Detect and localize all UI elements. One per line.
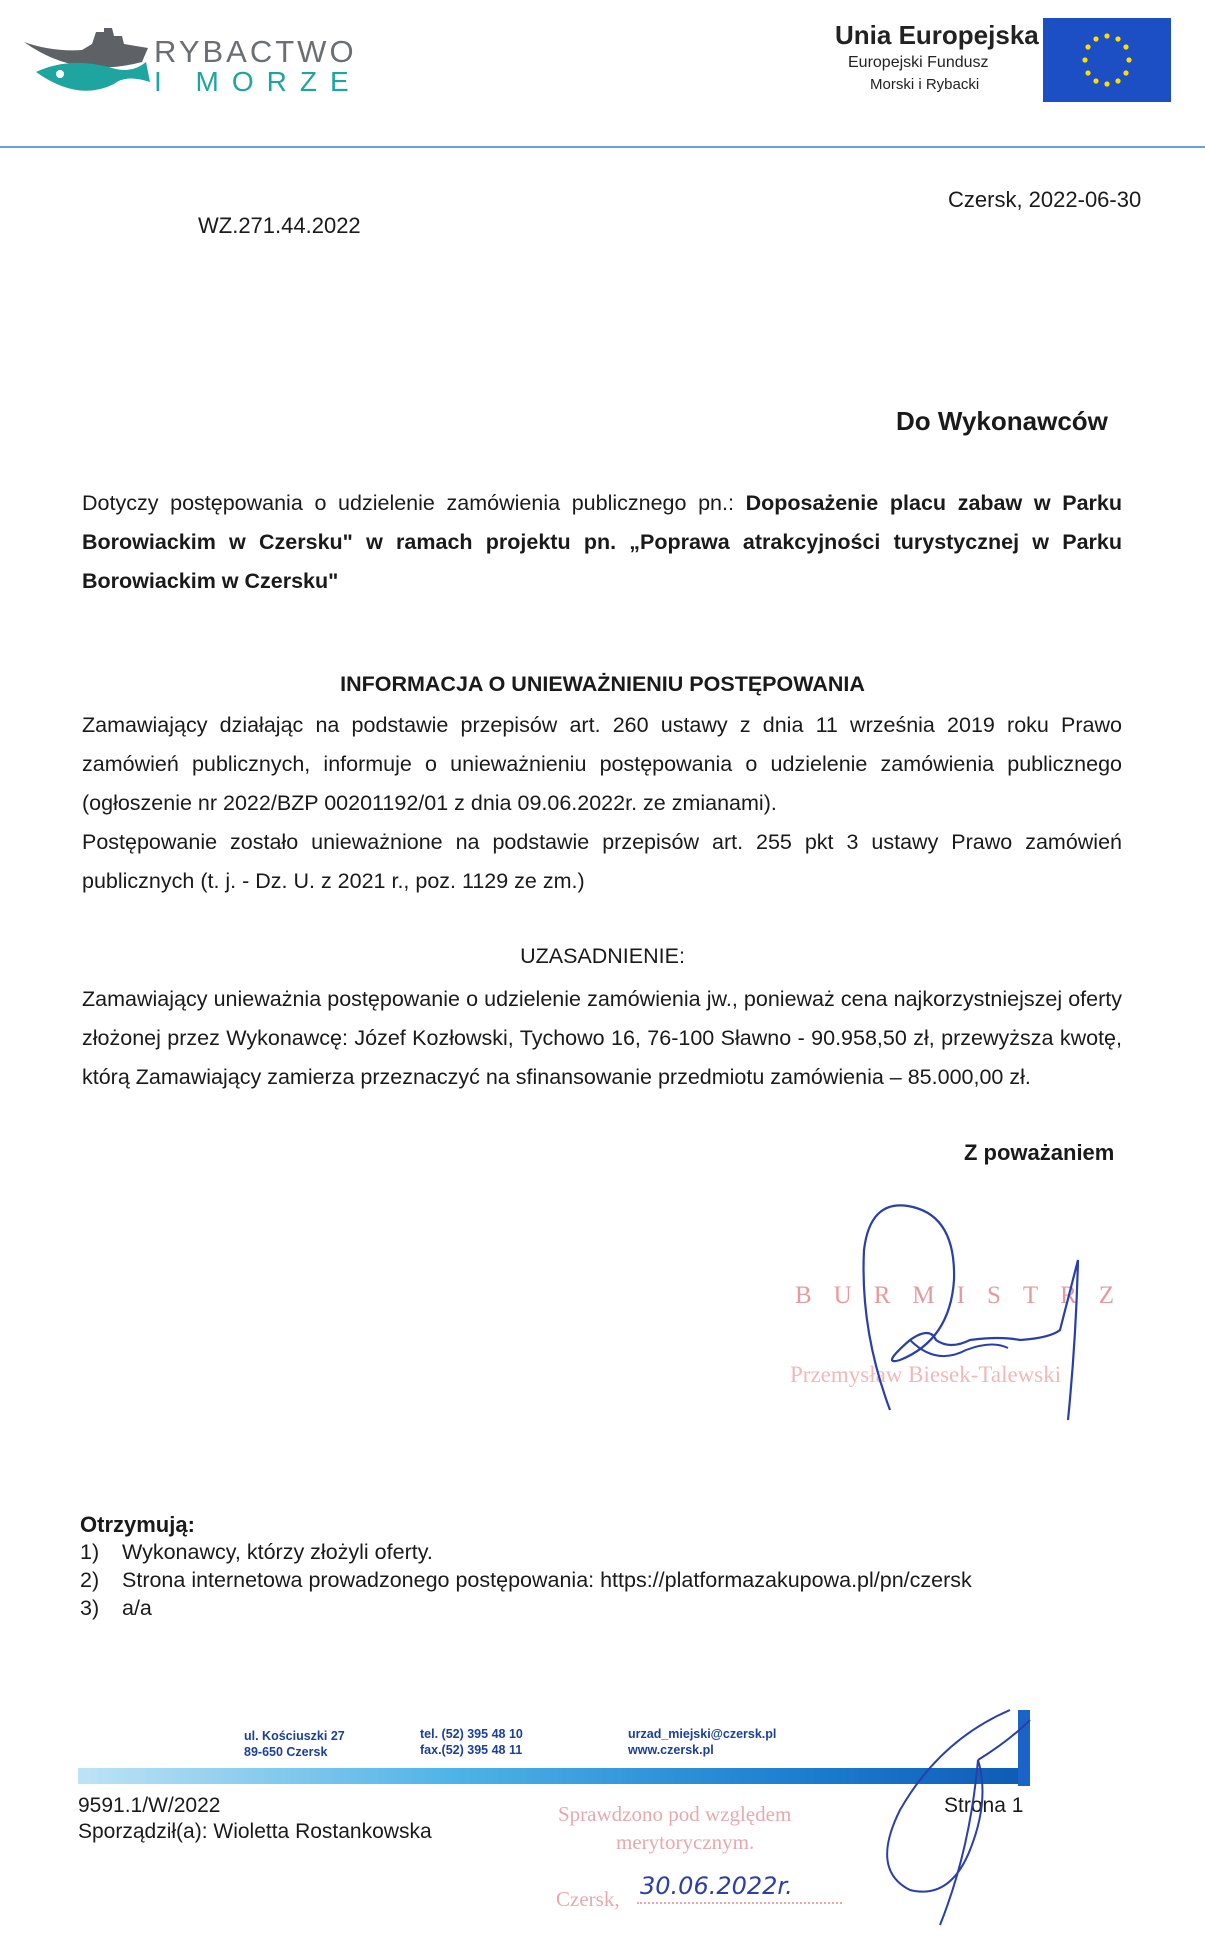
page-number: Strona 1 (944, 1794, 1024, 1817)
footer-email: urzad_miejski@czersk.pl (628, 1727, 777, 1741)
recipient-item: 2) Strona internetowa prowadzonego postępowania: https://platformazakupowa.pl/pn/czersk (80, 1568, 972, 1592)
logo-text-rybactwo: RYBACTWO (154, 34, 357, 69)
recipient-item: 3) a/a (80, 1596, 152, 1620)
footer-website: www.czersk.pl (628, 1743, 714, 1757)
verification-stamp-line2: merytorycznym. (616, 1830, 755, 1854)
eu-fund-line2: Morski i Rybacki (870, 76, 980, 93)
header-divider (0, 146, 1205, 148)
section-title-justification: UZASADNIENIE: (520, 944, 685, 968)
legal-basis-line2: publicznych (t. j. - Dz. U. z 2021 r., poz. 1129 ze zm.) (82, 869, 585, 893)
legal-basis-line1: Postępowanie zostało unieważnione na podstawie przepisów art. 255 pkt 3 ustawy Prawo zamówień (82, 830, 1122, 854)
document-number: 9591.1/W/2022 (78, 1794, 221, 1817)
recipients-title: Otrzymują: (80, 1512, 195, 1537)
eu-title: Unia Europejska (835, 20, 1039, 50)
paragraph-annulment: Zamawiający działając na podstawie przepisów art. 260 ustawy z dnia 11 września 2019 roku Prawo zamówień publicznych, informuje o unieważnieniu postępowania o udzielenie zamówienia publicznego (ogłoszenie nr 2022/BZP 00201192/01 z dnia 09.06.2022r. ze zmianami). (82, 713, 1122, 815)
eu-flag-icon (1043, 18, 1171, 102)
eu-fund-line1: Europejski Fundusz (848, 54, 989, 71)
stamp-name: Przemysław Biesek-Talewski (790, 1362, 1062, 1387)
signature-icon (760, 1190, 1160, 1470)
verification-stamp-line1: Sprawdzono pod względem (558, 1802, 792, 1826)
addressee: Do Wykonawców (896, 406, 1108, 436)
verification-place: Czersk, (556, 1887, 620, 1911)
subject-title: Doposażenie placu zabaw w Parku Borowiackim w Czersku" w ramach projektu pn. „Poprawa atrakcyjności turystycznej w Parku Borowiackim w Czersku" (82, 491, 1122, 593)
verification-date: 30.06.2022r. (640, 1872, 793, 1900)
logo-text-morze: I MORZE (154, 66, 362, 97)
closing-phrase: Z poważaniem (964, 1140, 1115, 1165)
footer-phone: tel. (52) 395 48 10 fax.(52) 395 48 11 (420, 1727, 523, 1757)
section-title-annulment: INFORMACJA O UNIEWAŻNIENIU POSTĘPOWANIA (340, 672, 865, 696)
initials-signature-icon (860, 1700, 1060, 1930)
subject-prefix: Dotyczy postępowania o udzielenie zamówienia publicznego pn.: (82, 491, 746, 515)
place-date: Czersk, 2022-06-30 (948, 187, 1142, 212)
footer-contact (628, 1726, 776, 1758)
paragraph-legal-basis (82, 823, 1122, 901)
reference-number: WZ.271.44.2022 (198, 213, 361, 238)
stamp-title: BURMISTRZ (795, 1282, 1137, 1309)
recipient-item: 1) Wykonawcy, którzy złożyli oferty. (80, 1540, 433, 1564)
footer-address: ul. Kościuszki 27 89-650 Czersk (244, 1729, 345, 1759)
subject-paragraph (82, 484, 1122, 601)
author: Sporządził(a): Wioletta Rostankowska (78, 1820, 432, 1843)
verification-dotted-line (637, 1902, 842, 1904)
paragraph-justification: Zamawiający unieważnia postępowanie o udzielenie zamówienia jw., ponieważ cena najkorzystniejszej oferty złożonej przez Wykonawcę: Józef Kozłowski, Tychowo 16, 76-100 Sławno - 90.958,50 zł, przewyższa kwotę, którą Zamawiający zamierza przeznaczyć na sfinansowanie przedmiotu zamówienia – 85.000,00 zł. (82, 987, 1122, 1089)
